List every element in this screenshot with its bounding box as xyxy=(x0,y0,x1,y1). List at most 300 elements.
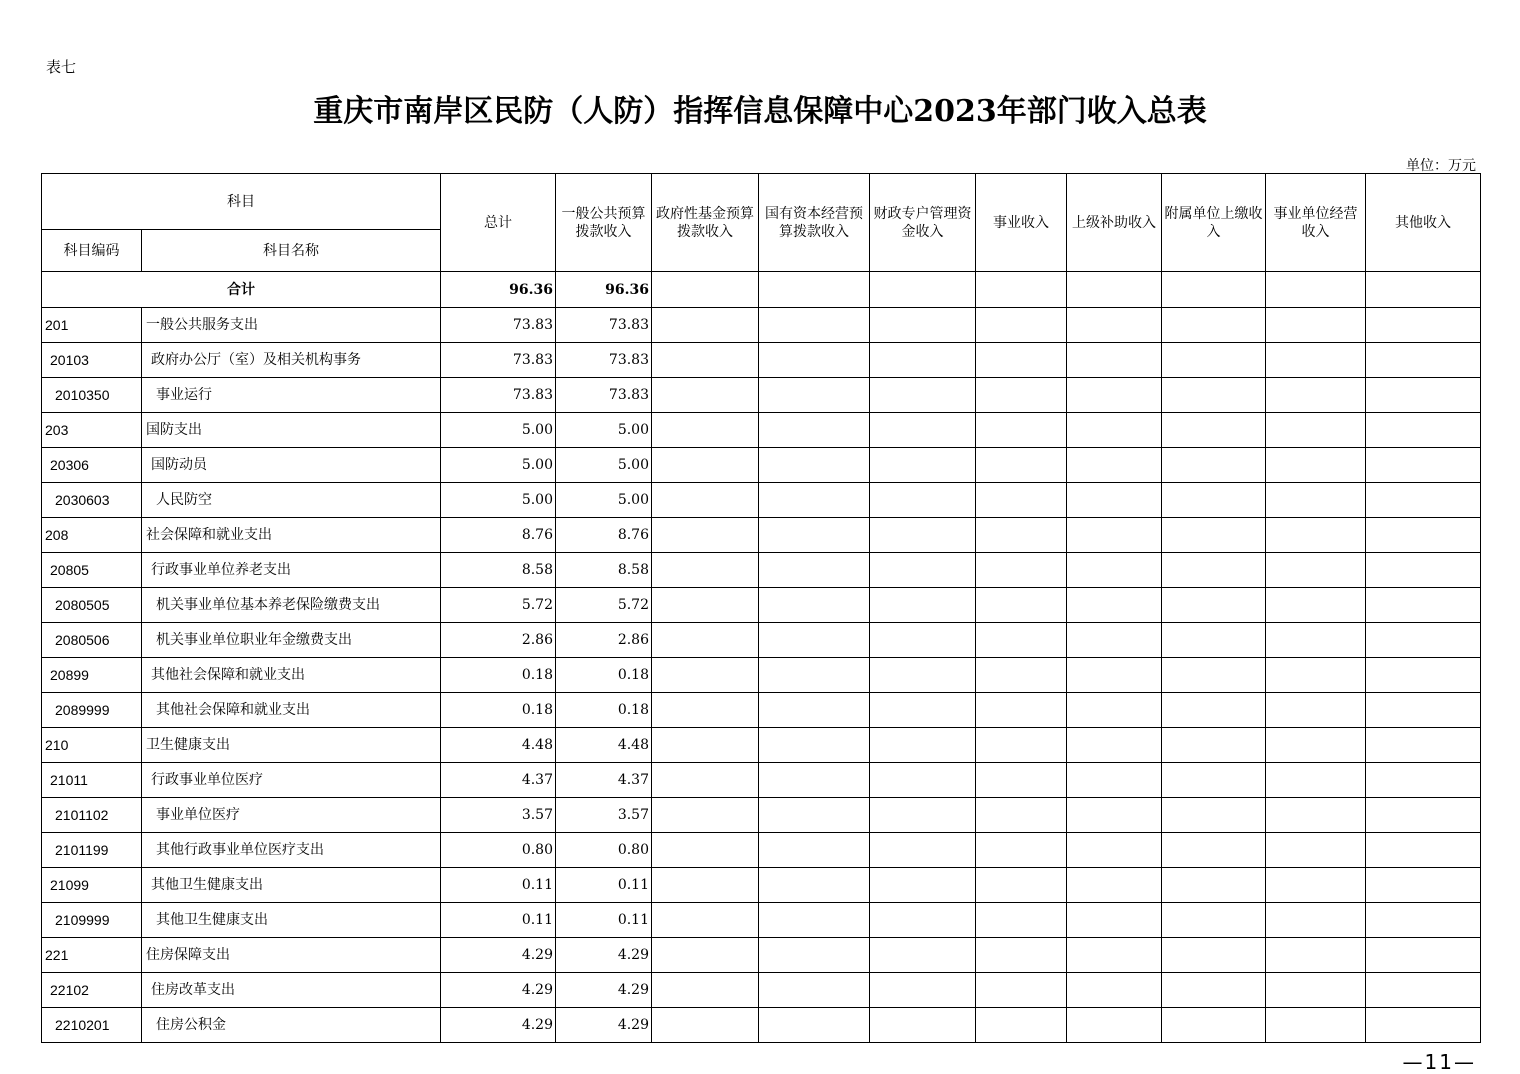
general-budget-value: 0.11 xyxy=(556,903,652,938)
empty-cell xyxy=(652,413,759,448)
empty-cell xyxy=(976,868,1067,903)
empty-cell xyxy=(976,378,1067,413)
subject-name: 社会保障和就业支出 xyxy=(142,518,441,553)
empty-cell xyxy=(1162,868,1266,903)
empty-cell xyxy=(759,763,870,798)
empty-cell xyxy=(1266,938,1366,973)
empty-cell xyxy=(652,553,759,588)
empty-cell xyxy=(1162,658,1266,693)
empty-cell xyxy=(1162,1008,1266,1043)
empty-cell xyxy=(1067,693,1162,728)
total-general-budget: 96.36 xyxy=(556,272,652,308)
empty-cell xyxy=(1067,448,1162,483)
empty-cell xyxy=(1366,973,1481,1008)
subject-code: 22102 xyxy=(42,973,142,1008)
total-row xyxy=(42,272,1481,308)
total-label: 合计 xyxy=(42,272,441,308)
empty-cell xyxy=(759,833,870,868)
empty-cell xyxy=(870,973,976,1008)
empty-cell xyxy=(1366,868,1481,903)
table-row xyxy=(42,973,1481,1008)
empty-cell xyxy=(1366,448,1481,483)
empty-cell xyxy=(759,483,870,518)
empty-cell xyxy=(1266,448,1366,483)
general-budget-value: 4.29 xyxy=(556,938,652,973)
empty-cell xyxy=(652,798,759,833)
empty-cell xyxy=(976,658,1067,693)
subject-code: 203 xyxy=(42,413,142,448)
empty-cell xyxy=(870,868,976,903)
empty-cell xyxy=(870,903,976,938)
empty-cell xyxy=(759,658,870,693)
general-budget-value: 73.83 xyxy=(556,308,652,343)
total-value: 4.48 xyxy=(441,728,556,763)
empty-cell xyxy=(759,518,870,553)
empty-cell xyxy=(1067,728,1162,763)
total-value: 3.57 xyxy=(441,798,556,833)
general-budget-value: 0.18 xyxy=(556,658,652,693)
empty-cell xyxy=(1067,483,1162,518)
empty-cell xyxy=(1162,272,1266,308)
subject-name: 国防动员 xyxy=(142,448,441,483)
general-budget-value: 0.18 xyxy=(556,693,652,728)
empty-cell xyxy=(759,973,870,1008)
empty-cell xyxy=(1266,1008,1366,1043)
page-number: —11— xyxy=(1402,1050,1476,1074)
empty-cell xyxy=(1162,483,1266,518)
empty-cell xyxy=(870,693,976,728)
table-row xyxy=(42,378,1481,413)
empty-cell xyxy=(1366,938,1481,973)
subject-name: 住房公积金 xyxy=(142,1008,441,1043)
empty-cell xyxy=(1162,413,1266,448)
table-row xyxy=(42,763,1481,798)
empty-cell xyxy=(652,588,759,623)
empty-cell xyxy=(976,308,1067,343)
table-row xyxy=(42,413,1481,448)
subject-name: 其他行政事业单位医疗支出 xyxy=(142,833,441,868)
subject-code: 21011 xyxy=(42,763,142,798)
empty-cell xyxy=(1366,728,1481,763)
subject-code: 20103 xyxy=(42,343,142,378)
general-budget-value: 0.80 xyxy=(556,833,652,868)
empty-cell xyxy=(1366,693,1481,728)
empty-cell xyxy=(976,483,1067,518)
empty-cell xyxy=(1162,763,1266,798)
empty-cell xyxy=(1162,973,1266,1008)
empty-cell xyxy=(976,448,1067,483)
total-value: 96.36 xyxy=(441,272,556,308)
total-value: 5.00 xyxy=(441,413,556,448)
empty-cell xyxy=(870,272,976,308)
subject-code: 201 xyxy=(42,308,142,343)
empty-cell xyxy=(652,1008,759,1043)
empty-cell xyxy=(759,903,870,938)
total-value: 5.00 xyxy=(441,483,556,518)
subject-code: 2080505 xyxy=(42,588,142,623)
table-row xyxy=(42,1008,1481,1043)
empty-cell xyxy=(1162,308,1266,343)
empty-cell xyxy=(1366,763,1481,798)
empty-cell xyxy=(1266,413,1366,448)
empty-cell xyxy=(976,693,1067,728)
empty-cell xyxy=(652,308,759,343)
subject-name: 事业单位医疗 xyxy=(142,798,441,833)
empty-cell xyxy=(652,483,759,518)
empty-cell xyxy=(1067,518,1162,553)
table-row xyxy=(42,343,1481,378)
total-value: 0.11 xyxy=(441,903,556,938)
header-col-operating-income: 事业单位经营收入 xyxy=(1266,174,1366,272)
total-value: 73.83 xyxy=(441,308,556,343)
table-row xyxy=(42,938,1481,973)
empty-cell xyxy=(870,308,976,343)
empty-cell xyxy=(1067,798,1162,833)
empty-cell xyxy=(1366,518,1481,553)
empty-cell xyxy=(976,553,1067,588)
empty-cell xyxy=(870,763,976,798)
empty-cell xyxy=(1366,833,1481,868)
subject-name: 其他卫生健康支出 xyxy=(142,903,441,938)
header-col-special-account: 财政专户管理资金收入 xyxy=(870,174,976,272)
empty-cell xyxy=(652,868,759,903)
subject-code: 2030603 xyxy=(42,483,142,518)
empty-cell xyxy=(759,343,870,378)
empty-cell xyxy=(976,798,1067,833)
header-col-business-income: 事业收入 xyxy=(976,174,1067,272)
empty-cell xyxy=(1067,1008,1162,1043)
empty-cell xyxy=(759,272,870,308)
empty-cell xyxy=(1266,763,1366,798)
empty-cell xyxy=(652,973,759,1008)
empty-cell xyxy=(1162,378,1266,413)
empty-cell xyxy=(759,623,870,658)
total-value: 8.76 xyxy=(441,518,556,553)
subject-code: 208 xyxy=(42,518,142,553)
empty-cell xyxy=(1162,623,1266,658)
total-value: 4.29 xyxy=(441,938,556,973)
subject-code: 2010350 xyxy=(42,378,142,413)
empty-cell xyxy=(1266,588,1366,623)
general-budget-value: 5.72 xyxy=(556,588,652,623)
general-budget-value: 73.83 xyxy=(556,343,652,378)
table-row xyxy=(42,483,1481,518)
empty-cell xyxy=(1162,728,1266,763)
empty-cell xyxy=(1266,833,1366,868)
empty-cell xyxy=(759,553,870,588)
empty-cell xyxy=(1067,343,1162,378)
empty-cell xyxy=(1366,483,1481,518)
empty-cell xyxy=(870,448,976,483)
empty-cell xyxy=(1162,693,1266,728)
empty-cell xyxy=(1067,378,1162,413)
header-col-total: 总计 xyxy=(441,174,556,272)
empty-cell xyxy=(870,1008,976,1043)
empty-cell xyxy=(870,378,976,413)
total-value: 0.80 xyxy=(441,833,556,868)
table-row xyxy=(42,693,1481,728)
subject-code: 21099 xyxy=(42,868,142,903)
subject-name: 机关事业单位职业年金缴费支出 xyxy=(142,623,441,658)
general-budget-value: 4.29 xyxy=(556,973,652,1008)
empty-cell xyxy=(1366,1008,1481,1043)
empty-cell xyxy=(652,728,759,763)
header-col-other-income: 其他收入 xyxy=(1366,174,1481,272)
page-title: 重庆市南岸区民防（人防）指挥信息保障中心2023年部门收入总表 xyxy=(313,94,1207,129)
empty-cell xyxy=(1266,973,1366,1008)
total-value: 4.37 xyxy=(441,763,556,798)
general-budget-value: 5.00 xyxy=(556,413,652,448)
general-budget-value: 0.11 xyxy=(556,868,652,903)
header-subject-name: 科目名称 xyxy=(142,230,441,272)
table-row xyxy=(42,903,1481,938)
empty-cell xyxy=(652,448,759,483)
subject-code: 2089999 xyxy=(42,693,142,728)
empty-cell xyxy=(759,378,870,413)
empty-cell xyxy=(1366,378,1481,413)
empty-cell xyxy=(1266,378,1366,413)
empty-cell xyxy=(759,413,870,448)
subject-name: 其他卫生健康支出 xyxy=(142,868,441,903)
total-value: 0.18 xyxy=(441,658,556,693)
empty-cell xyxy=(870,413,976,448)
total-value: 73.83 xyxy=(441,378,556,413)
empty-cell xyxy=(1266,798,1366,833)
empty-cell xyxy=(1162,798,1266,833)
empty-cell xyxy=(976,833,1067,868)
empty-cell xyxy=(976,413,1067,448)
empty-cell xyxy=(652,343,759,378)
empty-cell xyxy=(976,272,1067,308)
subject-name: 住房改革支出 xyxy=(142,973,441,1008)
empty-cell xyxy=(759,938,870,973)
empty-cell xyxy=(1067,833,1162,868)
empty-cell xyxy=(759,308,870,343)
total-value: 5.00 xyxy=(441,448,556,483)
empty-cell xyxy=(1266,623,1366,658)
empty-cell xyxy=(870,833,976,868)
subject-name: 机关事业单位基本养老保险缴费支出 xyxy=(142,588,441,623)
subject-name: 行政事业单位医疗 xyxy=(142,763,441,798)
empty-cell xyxy=(1366,308,1481,343)
empty-cell xyxy=(759,1008,870,1043)
table-row xyxy=(42,518,1481,553)
empty-cell xyxy=(1067,973,1162,1008)
header-row xyxy=(42,174,1481,230)
subject-name: 卫生健康支出 xyxy=(142,728,441,763)
empty-cell xyxy=(976,938,1067,973)
empty-cell xyxy=(976,343,1067,378)
empty-cell xyxy=(870,798,976,833)
total-value: 4.29 xyxy=(441,1008,556,1043)
empty-cell xyxy=(759,693,870,728)
empty-cell xyxy=(976,623,1067,658)
table-label: 表七 xyxy=(46,58,77,76)
general-budget-value: 8.58 xyxy=(556,553,652,588)
empty-cell xyxy=(1067,903,1162,938)
general-budget-value: 5.00 xyxy=(556,448,652,483)
empty-cell xyxy=(1366,272,1481,308)
empty-cell xyxy=(1266,728,1366,763)
empty-cell xyxy=(1067,938,1162,973)
subject-code: 20306 xyxy=(42,448,142,483)
empty-cell xyxy=(1266,308,1366,343)
empty-cell xyxy=(1266,693,1366,728)
general-budget-value: 5.00 xyxy=(556,483,652,518)
subject-code: 2210201 xyxy=(42,1008,142,1043)
empty-cell xyxy=(1366,588,1481,623)
subject-code: 2109999 xyxy=(42,903,142,938)
empty-cell xyxy=(1067,272,1162,308)
empty-cell xyxy=(652,272,759,308)
empty-cell xyxy=(870,728,976,763)
empty-cell xyxy=(976,763,1067,798)
empty-cell xyxy=(870,518,976,553)
table-row xyxy=(42,623,1481,658)
empty-cell xyxy=(1162,553,1266,588)
empty-cell xyxy=(652,378,759,413)
empty-cell xyxy=(1266,483,1366,518)
subject-code: 2080506 xyxy=(42,623,142,658)
empty-cell xyxy=(1366,343,1481,378)
empty-cell xyxy=(1162,903,1266,938)
empty-cell xyxy=(1067,658,1162,693)
empty-cell xyxy=(759,588,870,623)
subject-code: 210 xyxy=(42,728,142,763)
empty-cell xyxy=(1266,553,1366,588)
header-subject-code: 科目编码 xyxy=(42,230,142,272)
table-row xyxy=(42,308,1481,343)
header-col-gov-fund: 政府性基金预算拨款收入 xyxy=(652,174,759,272)
subject-code: 221 xyxy=(42,938,142,973)
empty-cell xyxy=(976,728,1067,763)
subject-code: 2101102 xyxy=(42,798,142,833)
empty-cell xyxy=(870,588,976,623)
table-row xyxy=(42,868,1481,903)
empty-cell xyxy=(976,588,1067,623)
empty-cell xyxy=(976,518,1067,553)
empty-cell xyxy=(1266,903,1366,938)
empty-cell xyxy=(870,553,976,588)
general-budget-value: 8.76 xyxy=(556,518,652,553)
empty-cell xyxy=(1366,553,1481,588)
table-row xyxy=(42,448,1481,483)
empty-cell xyxy=(870,658,976,693)
subject-name: 其他社会保障和就业支出 xyxy=(142,693,441,728)
income-table xyxy=(41,173,1481,1043)
total-value: 2.86 xyxy=(441,623,556,658)
subject-code: 2101199 xyxy=(42,833,142,868)
subject-name: 政府办公厅（室）及相关机构事务 xyxy=(142,343,441,378)
empty-cell xyxy=(1266,343,1366,378)
empty-cell xyxy=(1067,868,1162,903)
empty-cell xyxy=(1067,553,1162,588)
empty-cell xyxy=(652,623,759,658)
empty-cell xyxy=(1366,413,1481,448)
empty-cell xyxy=(652,903,759,938)
general-budget-value: 2.86 xyxy=(556,623,652,658)
empty-cell xyxy=(1266,658,1366,693)
subject-name: 行政事业单位养老支出 xyxy=(142,553,441,588)
empty-cell xyxy=(1067,308,1162,343)
subject-name: 人民防空 xyxy=(142,483,441,518)
subject-name: 住房保障支出 xyxy=(142,938,441,973)
total-value: 73.83 xyxy=(441,343,556,378)
subject-code: 20805 xyxy=(42,553,142,588)
table-row xyxy=(42,833,1481,868)
subject-name: 一般公共服务支出 xyxy=(142,308,441,343)
empty-cell xyxy=(1366,903,1481,938)
total-value: 5.72 xyxy=(441,588,556,623)
subject-name: 事业运行 xyxy=(142,378,441,413)
empty-cell xyxy=(976,1008,1067,1043)
empty-cell xyxy=(976,903,1067,938)
empty-cell xyxy=(652,693,759,728)
empty-cell xyxy=(870,623,976,658)
subject-name: 其他社会保障和就业支出 xyxy=(142,658,441,693)
empty-cell xyxy=(1366,623,1481,658)
unit-label: 单位：万元 xyxy=(1406,158,1476,174)
empty-cell xyxy=(1266,518,1366,553)
subject-name: 国防支出 xyxy=(142,413,441,448)
header-subject: 科目 xyxy=(42,174,441,230)
table-row xyxy=(42,658,1481,693)
empty-cell xyxy=(1266,868,1366,903)
general-budget-value: 3.57 xyxy=(556,798,652,833)
table-row xyxy=(42,798,1481,833)
empty-cell xyxy=(759,728,870,763)
empty-cell xyxy=(1162,343,1266,378)
empty-cell xyxy=(652,763,759,798)
empty-cell xyxy=(1162,448,1266,483)
empty-cell xyxy=(1067,588,1162,623)
empty-cell xyxy=(870,938,976,973)
empty-cell xyxy=(1067,623,1162,658)
table-row xyxy=(42,553,1481,588)
empty-cell xyxy=(1162,518,1266,553)
table-row xyxy=(42,728,1481,763)
empty-cell xyxy=(652,518,759,553)
general-budget-value: 4.48 xyxy=(556,728,652,763)
empty-cell xyxy=(870,483,976,518)
general-budget-value: 4.29 xyxy=(556,1008,652,1043)
header-col-general-budget: 一般公共预算拨款收入 xyxy=(556,174,652,272)
empty-cell xyxy=(1067,763,1162,798)
header-col-state-capital: 国有资本经营预算拨款收入 xyxy=(759,174,870,272)
general-budget-value: 4.37 xyxy=(556,763,652,798)
empty-cell xyxy=(1366,798,1481,833)
empty-cell xyxy=(1162,833,1266,868)
empty-cell xyxy=(652,938,759,973)
empty-cell xyxy=(759,868,870,903)
empty-cell xyxy=(1162,588,1266,623)
empty-cell xyxy=(1162,938,1266,973)
empty-cell xyxy=(870,343,976,378)
empty-cell xyxy=(652,658,759,693)
total-value: 4.29 xyxy=(441,973,556,1008)
header-col-superior-subsidy: 上级补助收入 xyxy=(1067,174,1162,272)
empty-cell xyxy=(976,973,1067,1008)
empty-cell xyxy=(652,833,759,868)
empty-cell xyxy=(1366,658,1481,693)
general-budget-value: 73.83 xyxy=(556,378,652,413)
empty-cell xyxy=(759,448,870,483)
total-value: 0.11 xyxy=(441,868,556,903)
subject-code: 20899 xyxy=(42,658,142,693)
empty-cell xyxy=(1266,272,1366,308)
header-col-affiliated-payment: 附属单位上缴收入 xyxy=(1162,174,1266,272)
empty-cell xyxy=(1067,413,1162,448)
